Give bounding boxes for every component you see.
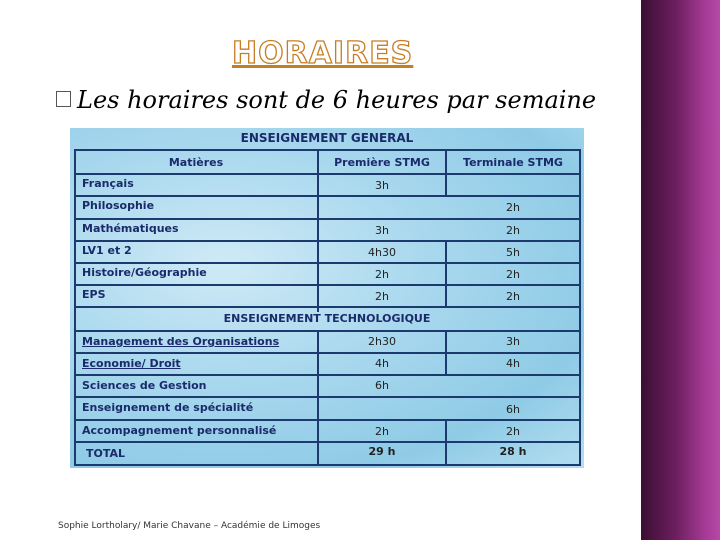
premiere-hours: 4h bbox=[375, 357, 389, 370]
row-divider bbox=[74, 330, 580, 332]
row-divider bbox=[74, 396, 580, 398]
row-divider bbox=[74, 352, 580, 354]
column-header-premiere: Première STMG bbox=[334, 156, 430, 169]
terminale-hours: 3h bbox=[506, 335, 520, 348]
row-divider bbox=[74, 284, 580, 286]
row-divider bbox=[74, 218, 580, 220]
row-divider bbox=[74, 262, 580, 264]
row-divider bbox=[74, 374, 580, 376]
schedule-table bbox=[70, 128, 584, 468]
bullet-item bbox=[56, 86, 596, 114]
subject-label: Sciences de Gestion bbox=[82, 379, 207, 392]
row-divider bbox=[74, 306, 580, 308]
premiere-hours: 2h bbox=[375, 290, 389, 303]
column-divider bbox=[579, 149, 581, 466]
decorative-sidebar bbox=[641, 0, 720, 540]
techno-heading: ENSEIGNEMENT TECHNOLOGIQUE bbox=[223, 312, 431, 325]
terminale-hours: 2h bbox=[506, 224, 520, 237]
subject-label: Français bbox=[82, 177, 134, 190]
premiere-hours: 2h bbox=[375, 425, 389, 438]
column-divider bbox=[445, 419, 447, 466]
subject-label: Economie/ Droit bbox=[82, 357, 181, 370]
row-divider bbox=[74, 173, 580, 175]
column-header-terminale: Terminale STMG bbox=[463, 156, 563, 169]
subject-label: EPS bbox=[82, 288, 106, 301]
row-divider bbox=[74, 240, 580, 242]
total-label: TOTAL bbox=[86, 447, 126, 460]
subject-label: Mathématiques bbox=[82, 222, 179, 235]
terminale-hours: 2h bbox=[506, 268, 520, 281]
footer-credit: Sophie Lortholary/ Marie Chavane – Académie de Limoges bbox=[58, 521, 321, 531]
page-title: HORAIRES bbox=[232, 36, 414, 71]
bullet-text: Les horaires sont de 6 heures par semaine bbox=[77, 86, 597, 114]
terminale-hours: 6h bbox=[506, 403, 520, 416]
premiere-hours: 2h30 bbox=[368, 335, 396, 348]
premiere-hours: 3h bbox=[375, 179, 389, 192]
bullet-box-icon bbox=[56, 91, 71, 107]
premiere-hours: 6h bbox=[375, 379, 389, 392]
terminale-hours: 2h bbox=[506, 425, 520, 438]
column-header-subject: Matières bbox=[168, 156, 224, 169]
premiere-hours: 3h bbox=[375, 224, 389, 237]
subject-label: Management des Organisations bbox=[82, 335, 280, 348]
column-divider bbox=[317, 149, 319, 312]
column-divider bbox=[445, 240, 447, 307]
row-divider bbox=[74, 419, 580, 421]
column-divider bbox=[74, 149, 76, 466]
row-divider bbox=[74, 195, 580, 197]
subject-label: Histoire/Géographie bbox=[82, 266, 207, 279]
terminale-hours: 4h bbox=[506, 357, 520, 370]
subject-label: Philosophie bbox=[82, 199, 155, 212]
subject-label: Enseignement de spécialité bbox=[82, 401, 254, 414]
column-divider bbox=[445, 330, 447, 375]
row-divider bbox=[74, 464, 580, 466]
column-divider bbox=[445, 149, 447, 196]
row-divider bbox=[74, 149, 580, 151]
subject-label: Accompagnement personnalisé bbox=[82, 424, 277, 437]
general-heading: ENSEIGNEMENT GENERAL bbox=[240, 131, 414, 145]
terminale-hours: 2h bbox=[506, 290, 520, 303]
premiere-hours: 4h30 bbox=[368, 246, 396, 259]
total-premiere: 29 h bbox=[368, 445, 396, 458]
terminale-hours: 2h bbox=[506, 201, 520, 214]
column-divider bbox=[317, 330, 319, 466]
terminale-hours: 5h bbox=[506, 246, 520, 259]
subject-label: LV1 et 2 bbox=[82, 244, 132, 257]
total-terminale: 28 h bbox=[499, 445, 527, 458]
row-divider bbox=[74, 441, 580, 443]
premiere-hours: 2h bbox=[375, 268, 389, 281]
